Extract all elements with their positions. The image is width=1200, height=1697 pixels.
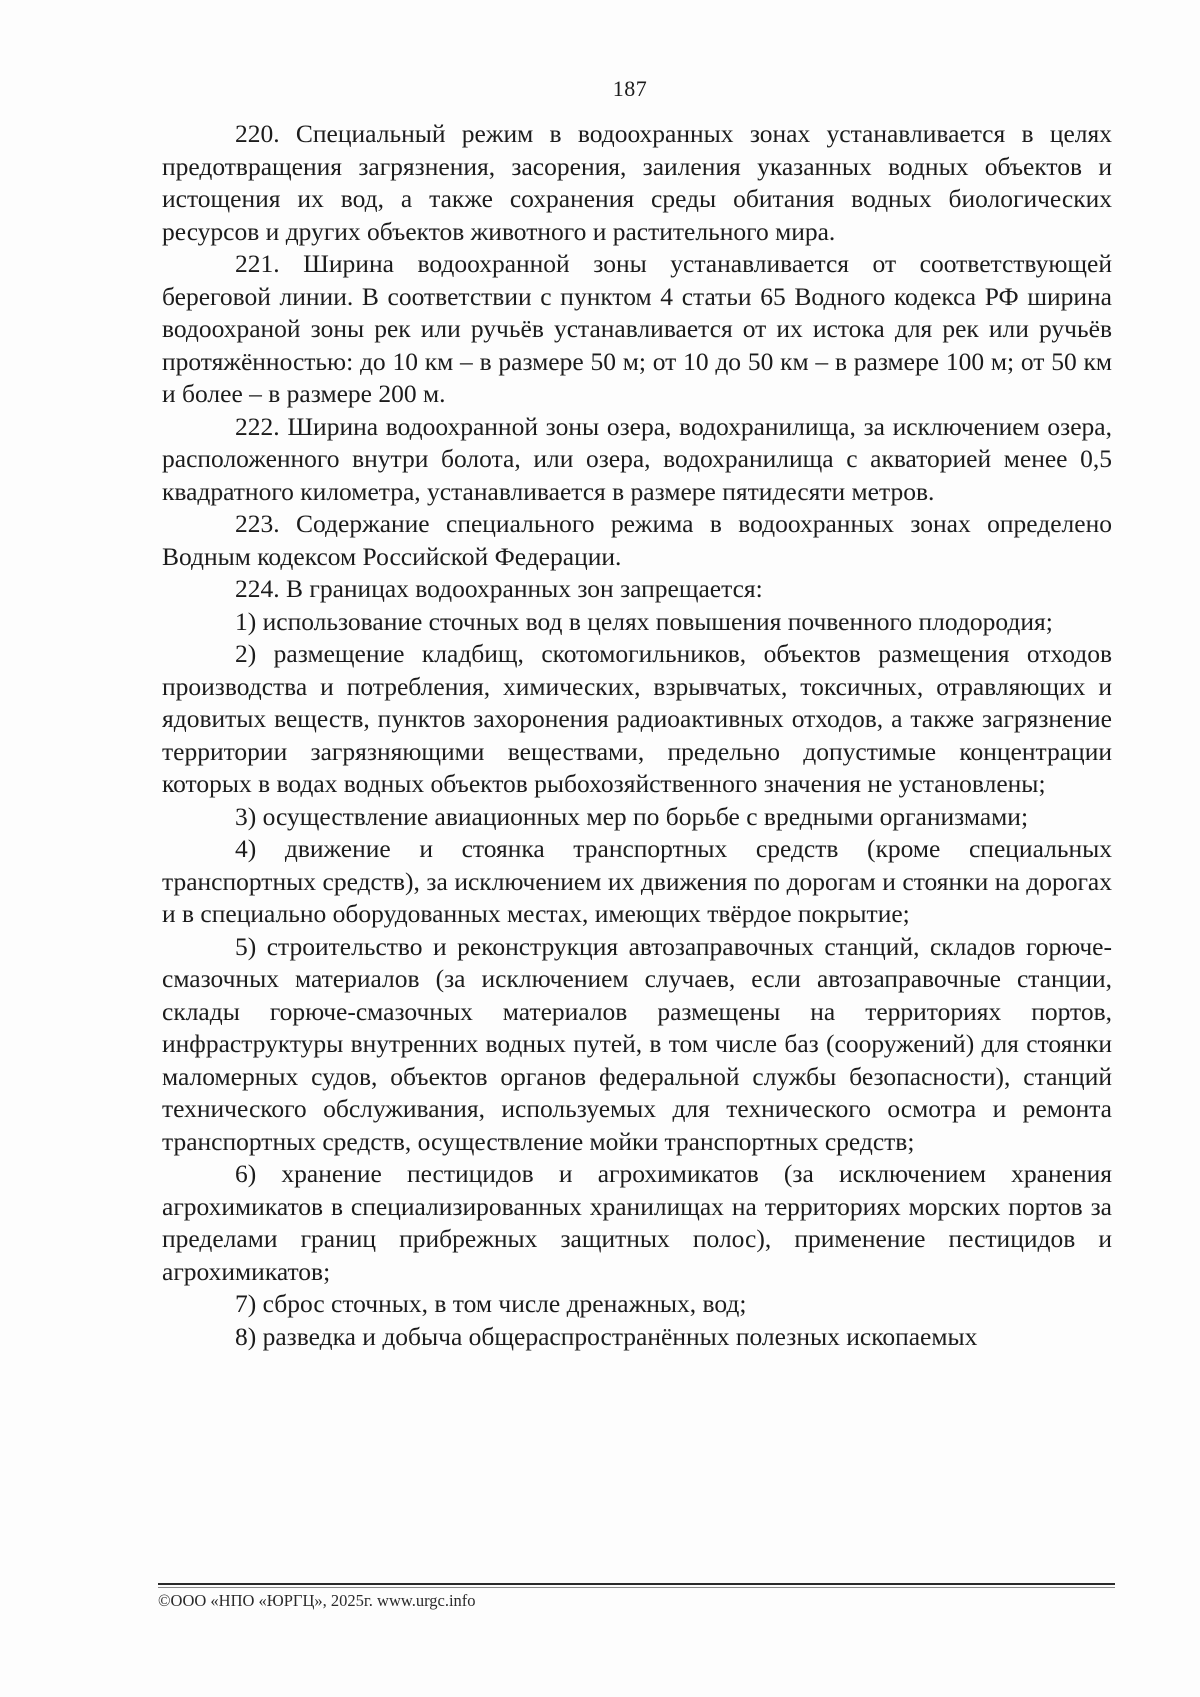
list-item-7: 7) сброс сточных, в том числе дренажных, вод;	[235, 1289, 747, 1318]
paragraph-224: 224. В границах водоохранных зон запрещается:	[235, 574, 763, 603]
page-number: 187	[612, 76, 648, 101]
footer-divider	[158, 1583, 1115, 1585]
list-item-3: 3) осуществление авиационных мер по борьбе с вредными организмами;	[235, 801, 1029, 831]
list-item-4: 4) движение и стоянка транспортных средств (кроме специальных транспортных средств), за исключением их движения по дорогам и стоянки на дорогах и в специально оборудованных местах, имеющих твёрдое покрытие;	[162, 834, 1112, 928]
footer-copyright: ©ООО «НПО «ЮРГЦ», 2025г. www.urgc.info	[158, 1591, 476, 1610]
footer-divider-thin	[158, 1587, 1115, 1588]
list-item-8: 8) разведка и добыча общераспространённых полезных ископаемых	[235, 1321, 978, 1351]
paragraph-223: 223. Содержание специального режима в водоохранных зонах определено Водным кодексом Российской Федерации.	[162, 509, 1112, 571]
paragraph-222: 222. Ширина водоохранной зоны озера, водохранилища, за исключением озера, расположенного внутри болота, или озера, водохранилища с акваторией менее 0,5 квадратного километра, устанавливается в размере пятидесяти метров.	[162, 411, 1112, 506]
list-item-1: 1) использование сточных вод в целях повышения почвенного плодородия;	[235, 606, 1053, 636]
list-item-2: 2) размещение кладбищ, скотомогильников, объектов размещения отходов производства и потребления, химических, взрывчатых, токсичных, отравляющих и ядовитых веществ, пунктов захоронения радиоактивных отходов, а также загрязнение территории загрязняющими веществами, предельно допустимые концентрации которых в водах водных объектов рыбохозяйственного значения не установлены;	[162, 639, 1112, 798]
list-item-5: 5) строительство и реконструкция автозаправочных станций, складов горюче-смазочных материалов (за исключением случаев, если автозаправочные станции, склады горюче-смазочных материалов размещены на территориях портов, инфраструктуры внутренних водных путей, в том числе баз (сооружений) для стоянки маломерных судов, объектов органов федеральной службы безопасности), станций технического обслуживания, используемых для технического осмотра и ремонта транспортных средств, осуществление мойки транспортных средств;	[162, 931, 1112, 1156]
paragraph-220: 220. Специальный режим в водоохранных зонах устанавливается в целях предотвращения загрязнения, засорения, заиления указанных водных объектов и истощения их вод, а также сохранения среды обитания водных биологических ресурсов и других объектов животного и растительного мира.	[162, 119, 1112, 246]
list-item-6: 6) хранение пестицидов и агрохимикатов (за исключением хранения агрохимикатов в специализированных хранилищах на территориях морских портов за пределами границ прибрежных защитных полос), применение пестицидов и агрохимикатов;	[162, 1159, 1112, 1286]
paragraph-221: 221. Ширина водоохранной зоны устанавливается от соответствующей береговой линии. В соответствии с пунктом 4 статьи 65 Водного кодекса РФ ширина водоохраной зоны рек или ручьёв устанавливается от их истока для рек или ручьёв протяжённостью: до 10 км – в размере 50 м; от 10 до 50 км – в размере 100 м; от 50 км и более – в размере 200 м.	[162, 249, 1112, 408]
document-body	[162, 118, 1112, 1353]
